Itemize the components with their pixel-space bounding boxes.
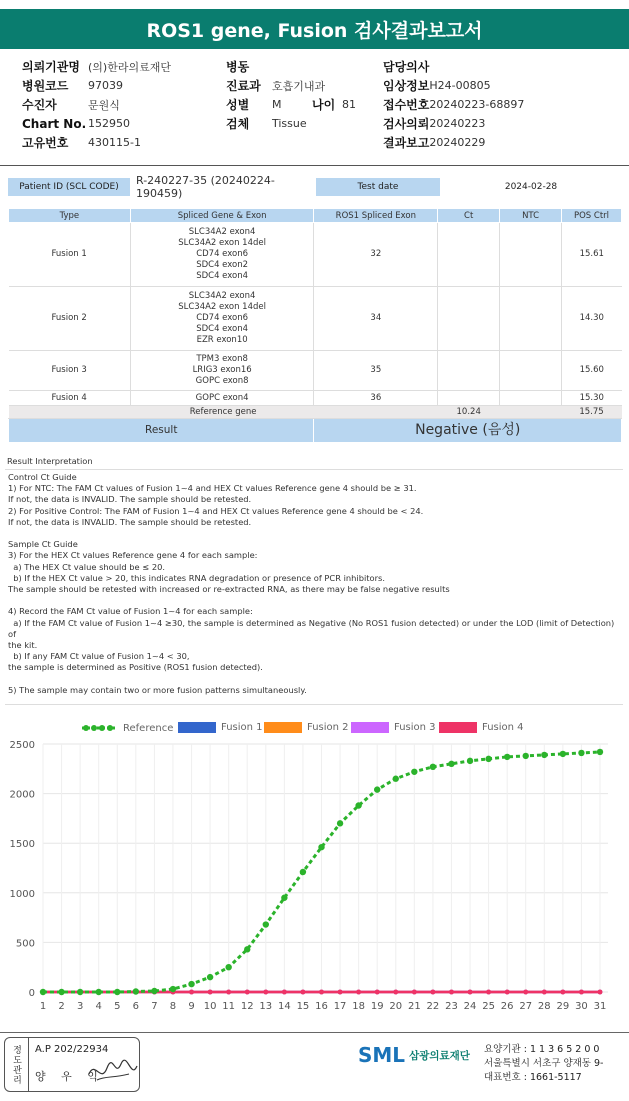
- spliced-genes: [130, 351, 314, 391]
- y-tick-label: 2500: [9, 740, 35, 751]
- column-header: Spliced Gene & Exon: [130, 209, 314, 223]
- patient-info-middle: [226, 57, 356, 133]
- data-point: [505, 990, 510, 995]
- info-row: [383, 114, 524, 133]
- data-point: [208, 990, 213, 995]
- x-tick-label: 29: [556, 1001, 570, 1012]
- y-tick-label: 2000: [9, 789, 35, 801]
- ntc-value: [500, 351, 562, 391]
- ct-value: [438, 223, 500, 287]
- reference-pos: 15.75: [562, 406, 622, 419]
- spliced-genes: [130, 391, 314, 406]
- data-point: [448, 761, 454, 767]
- data-point: [319, 990, 324, 995]
- data-point: [300, 869, 306, 875]
- dept-value: 호흡기내과: [272, 79, 326, 93]
- table-header-row: [9, 209, 622, 223]
- spliced-genes: [130, 287, 314, 351]
- gene-exon: EZR exon10: [196, 335, 248, 345]
- data-point: [468, 990, 473, 995]
- specimen-label: 검체: [226, 117, 250, 131]
- info-row: [383, 57, 524, 76]
- data-point: [411, 769, 417, 775]
- info-row: [22, 133, 171, 152]
- data-point: [579, 990, 584, 995]
- specimen-value: Tissue: [272, 117, 307, 130]
- signature-image: [85, 1054, 140, 1086]
- legend-swatch: [264, 722, 302, 733]
- patient-info-right: [383, 57, 524, 152]
- ros1-exon: 34: [314, 287, 438, 351]
- y-tick-label: 1500: [9, 839, 35, 851]
- x-tick-label: 24: [463, 1001, 477, 1012]
- data-point: [282, 990, 287, 995]
- address-line: 서울특별시 서초구 양재동 9-: [484, 1058, 604, 1069]
- sml-logo: [358, 1043, 470, 1067]
- column-header: Ct: [438, 209, 500, 223]
- x-tick-label: 20: [389, 1001, 403, 1012]
- data-point: [560, 990, 565, 995]
- x-tick-label: 21: [407, 1001, 421, 1012]
- data-point: [430, 764, 436, 770]
- ct-value: [438, 287, 500, 351]
- amplification-chart: [0, 736, 629, 1016]
- data-point: [170, 986, 176, 992]
- x-tick-label: 6: [132, 1001, 140, 1012]
- legend-item[interactable]: [264, 722, 349, 733]
- data-point: [578, 750, 584, 756]
- data-point: [542, 990, 547, 995]
- data-point: [355, 802, 361, 808]
- gene-exon: GOPC exon8: [195, 376, 249, 386]
- column-header: NTC: [500, 209, 562, 223]
- y-tick-label: 0: [28, 988, 35, 999]
- data-point: [133, 988, 139, 994]
- fusion-type: Fusion 2: [9, 287, 131, 351]
- info-row: [22, 114, 171, 133]
- x-tick-label: 7: [151, 1001, 158, 1012]
- data-point: [244, 946, 250, 952]
- data-point: [77, 989, 83, 995]
- gene-exon: SLC34A2 exon4: [188, 291, 256, 301]
- legend-label: Reference: [123, 722, 174, 734]
- info-row: [226, 76, 356, 95]
- signer-name: 양 우 익: [35, 1070, 104, 1083]
- data-point: [338, 990, 343, 995]
- data-point: [263, 990, 268, 995]
- patient-id-value: R-240227-35 (20240224-190459): [136, 174, 275, 200]
- gene-exon: SDC4 exon4: [196, 324, 249, 334]
- x-tick-label: 17: [333, 1001, 347, 1012]
- data-point: [431, 990, 436, 995]
- data-point: [189, 990, 194, 995]
- ntc-value: [500, 287, 562, 351]
- info-label: 임상정보: [383, 79, 430, 93]
- data-point: [40, 989, 46, 995]
- patient-id-row: [8, 174, 622, 200]
- x-tick-label: 28: [537, 1001, 551, 1012]
- column-header: Type: [9, 209, 131, 223]
- ct-value: [438, 351, 500, 391]
- info-label: 수진자: [22, 98, 57, 112]
- x-tick-label: 14: [277, 1001, 291, 1012]
- data-point: [114, 989, 120, 995]
- data-point: [281, 895, 287, 901]
- data-point: [374, 786, 380, 792]
- pos-ctrl-value: 15.60: [562, 351, 622, 391]
- info-row: [383, 76, 524, 95]
- gene-exon: SLC34A2 exon 14del: [178, 302, 266, 312]
- result-interpretation: [5, 456, 623, 705]
- data-point: [523, 753, 529, 759]
- ap-number: A.P 202/22934: [35, 1044, 109, 1055]
- ntc-value: [500, 223, 562, 287]
- x-tick-label: 19: [370, 1001, 384, 1012]
- reference-ct: 10.24: [438, 406, 500, 419]
- test-date-label: Test date: [316, 178, 440, 196]
- data-point: [486, 990, 491, 995]
- legend-item[interactable]: [178, 722, 263, 733]
- data-point: [485, 756, 491, 762]
- y-tick-label: 500: [15, 938, 35, 950]
- x-tick-label: 31: [593, 1001, 607, 1012]
- patient-id-label: Patient ID (SCL CODE): [8, 178, 130, 196]
- interpretation-title: Result Interpretation: [7, 456, 93, 466]
- info-row: [226, 57, 356, 76]
- fusion-type: Fusion 4: [9, 391, 131, 406]
- table-row: [9, 351, 622, 391]
- data-point: [245, 990, 250, 995]
- x-tick-label: 22: [426, 1001, 440, 1012]
- x-tick-label: 23: [445, 1001, 458, 1012]
- data-point: [393, 990, 398, 995]
- legend-label: Fusion 4: [482, 722, 524, 733]
- ros1-exon: 32: [314, 223, 438, 287]
- x-tick-label: 18: [352, 1001, 366, 1012]
- info-label: 고유번호: [22, 136, 69, 150]
- data-point: [523, 990, 528, 995]
- info-row: [383, 95, 524, 114]
- data-point: [151, 988, 157, 994]
- legend-swatch: [351, 722, 389, 733]
- data-point: [337, 820, 343, 826]
- stamp-label: 정도관리: [5, 1038, 29, 1091]
- result-value: Negative (음성): [314, 419, 622, 443]
- data-point: [226, 990, 231, 995]
- results-table: [8, 208, 622, 443]
- ct-value: [438, 391, 500, 406]
- info-value: (의)한라의료재단: [88, 60, 171, 74]
- info-label: 결과보고: [383, 136, 430, 150]
- info-row: [22, 76, 171, 95]
- data-point: [318, 844, 324, 850]
- patient-info-section: [0, 53, 629, 166]
- result-label: Result: [9, 419, 314, 443]
- x-tick-label: 13: [259, 1001, 273, 1012]
- data-point: [597, 749, 603, 755]
- legend-label: Fusion 3: [394, 722, 436, 733]
- table-row: [9, 287, 622, 351]
- data-point: [412, 990, 417, 995]
- fusion-type: Fusion 3: [9, 351, 131, 391]
- x-tick-label: 10: [203, 1001, 217, 1012]
- test-date-value: 2024-02-28: [504, 182, 558, 192]
- data-point: [301, 990, 306, 995]
- info-label: 병원코드: [22, 79, 69, 93]
- info-row: [383, 133, 524, 152]
- data-point: [449, 990, 454, 995]
- info-row: [22, 95, 171, 114]
- pos-ctrl-value: 15.30: [562, 391, 622, 406]
- data-point: [263, 921, 269, 927]
- x-tick-label: 12: [240, 1001, 254, 1012]
- gene-exon: CD74 exon6: [196, 249, 249, 259]
- column-header: ROS1 Spliced Exon: [314, 209, 438, 223]
- x-tick-label: 2: [58, 1001, 65, 1012]
- info-row: [226, 114, 356, 133]
- x-tick-label: 9: [188, 1001, 195, 1012]
- ros1-exon: 36: [314, 391, 438, 406]
- x-tick-label: 3: [76, 1001, 84, 1012]
- pos-ctrl-value: 15.61: [562, 223, 622, 287]
- data-point: [356, 990, 361, 995]
- data-point: [96, 989, 102, 995]
- x-tick-label: 1: [39, 1001, 47, 1012]
- ntc-value: [500, 391, 562, 406]
- data-point: [467, 758, 473, 764]
- y-tick-label: 1000: [9, 888, 35, 900]
- legend-reference-swatch: [80, 722, 118, 734]
- dept-label: 진료과: [226, 79, 261, 93]
- interpretation-box: [5, 469, 623, 705]
- age-value: 81: [342, 98, 356, 111]
- data-point: [188, 981, 194, 987]
- sex-label: 성별: [226, 98, 250, 112]
- pos-ctrl-value: 14.30: [562, 287, 622, 351]
- info-value: 430115-1: [88, 136, 141, 149]
- gene-exon: LRIG3 exon16: [192, 365, 252, 375]
- info-value: H24-00805: [429, 79, 491, 92]
- footer: [0, 1032, 629, 1101]
- interpretation-text: Control Ct Guide 1) For NTC: The FAM Ct values of Fusion 1~4 and HEX Ct values Reference gene 4 should be ≥ 31. If not, the data is INVALID. The sample should be retested. 2) For Positive Control: The FAM of Fusion 1~4 and HEX Ct values Reference gene 4 should be < 24. If not, the data is INVALID. The sample should be retested. Sample Ct Guide 3) For the HEX Ct values Reference gene 4 for each sample: a) The HEX Ct value should be ≤ 20. b) If the HEX Ct value > 20, this indicates RNA degradation or presence of PCR inhibitors. The sample should be retested with increased or re-extracted RNA, as there may be false negative results 4) Record the FAM Ct value of Fusion 1~4 for each sample: a) If the FAM Ct value of Fusion 1~4 ≥30, the sample is determined as Negative (No ROS1 fusion detected) or under the LOD (limit of Detection) of the kit. b) If any FAM Ct value of Fusion 1~4 < 30, the sample is determined as Positive (ROS1 fusion detected). 5) The sample may contain two or more fusion patterns simultaneously.: [8, 472, 615, 695]
- logo-mark: SML: [358, 1043, 406, 1067]
- spliced-genes: [130, 223, 314, 287]
- info-label: 접수번호: [383, 98, 430, 112]
- result-row: [9, 419, 622, 443]
- info-row: [22, 57, 171, 76]
- legend-item[interactable]: [439, 722, 524, 733]
- org-address: [484, 1043, 603, 1085]
- table-row: [9, 223, 622, 287]
- gene-exon: SDC4 exon4: [196, 271, 249, 281]
- data-point: [598, 990, 603, 995]
- data-point: [541, 752, 547, 758]
- data-point: [58, 989, 64, 995]
- legend-item[interactable]: [351, 722, 436, 733]
- ros1-exon: 35: [314, 351, 438, 391]
- x-tick-label: 5: [114, 1001, 121, 1012]
- ward-label: 병동: [226, 60, 250, 74]
- x-tick-label: 16: [315, 1001, 328, 1012]
- info-label: Chart No.: [22, 116, 87, 131]
- info-value: 97039: [88, 79, 123, 92]
- gene-exon: GOPC exon4: [195, 392, 249, 403]
- patient-info-left: [22, 57, 171, 152]
- x-tick-label: 30: [575, 1001, 588, 1012]
- table-row: [9, 391, 622, 406]
- info-label: 담당의사: [383, 60, 430, 74]
- qc-stamp: [4, 1037, 140, 1092]
- reference-gene-label: Reference gene: [9, 406, 438, 419]
- x-tick-label: 15: [296, 1001, 310, 1012]
- report-title: ROS1 gene, Fusion 검사결과보고서: [0, 9, 629, 49]
- sex-value: M: [272, 98, 282, 111]
- legend-swatch: [178, 722, 216, 733]
- address-line: 대표번호 : 1661-5117: [484, 1072, 582, 1083]
- gene-exon: SLC34A2 exon4: [188, 227, 256, 237]
- reference-gene-row: [9, 406, 622, 419]
- data-point: [225, 964, 231, 970]
- data-point: [207, 974, 213, 980]
- info-label: 의뢰기관명: [22, 60, 80, 74]
- info-label: 검사의뢰: [383, 117, 430, 131]
- fusion-type: Fusion 1: [9, 223, 131, 287]
- chart-legend: [0, 722, 629, 736]
- info-value: 20240229: [429, 136, 486, 149]
- info-row: [226, 95, 356, 114]
- address-line: 요양기관 : 1 1 3 6 5 2 0 0: [484, 1044, 600, 1055]
- reference-ntc: [500, 406, 562, 419]
- data-point: [560, 751, 566, 757]
- x-tick-label: 25: [482, 1001, 495, 1012]
- gene-exon: SLC34A2 exon 14del: [178, 238, 266, 248]
- x-tick-label: 11: [222, 1001, 236, 1012]
- legend-label: Fusion 2: [307, 722, 349, 733]
- x-tick-label: 8: [169, 1001, 177, 1012]
- legend-swatch: [439, 722, 477, 733]
- gene-exon: SDC4 exon2: [196, 260, 249, 270]
- info-value: 20240223-68897: [429, 98, 525, 111]
- gene-exon: CD74 exon6: [196, 313, 249, 323]
- column-header: POS Ctrl: [562, 209, 622, 223]
- data-point: [393, 776, 399, 782]
- x-tick-label: 4: [95, 1001, 102, 1012]
- legend-label: Fusion 1: [221, 722, 263, 733]
- x-tick-label: 27: [519, 1001, 533, 1012]
- org-name: 삼광의료재단: [409, 1049, 470, 1062]
- info-value: 152950: [88, 117, 130, 130]
- info-value: 20240223: [429, 117, 486, 130]
- data-point: [504, 754, 510, 760]
- legend-item[interactable]: [80, 722, 173, 734]
- data-point: [375, 990, 380, 995]
- info-value: 문원식: [88, 98, 120, 112]
- x-tick-label: 26: [500, 1001, 514, 1012]
- gene-exon: TPM3 exon8: [196, 354, 248, 364]
- age-label: 나이: [312, 98, 336, 112]
